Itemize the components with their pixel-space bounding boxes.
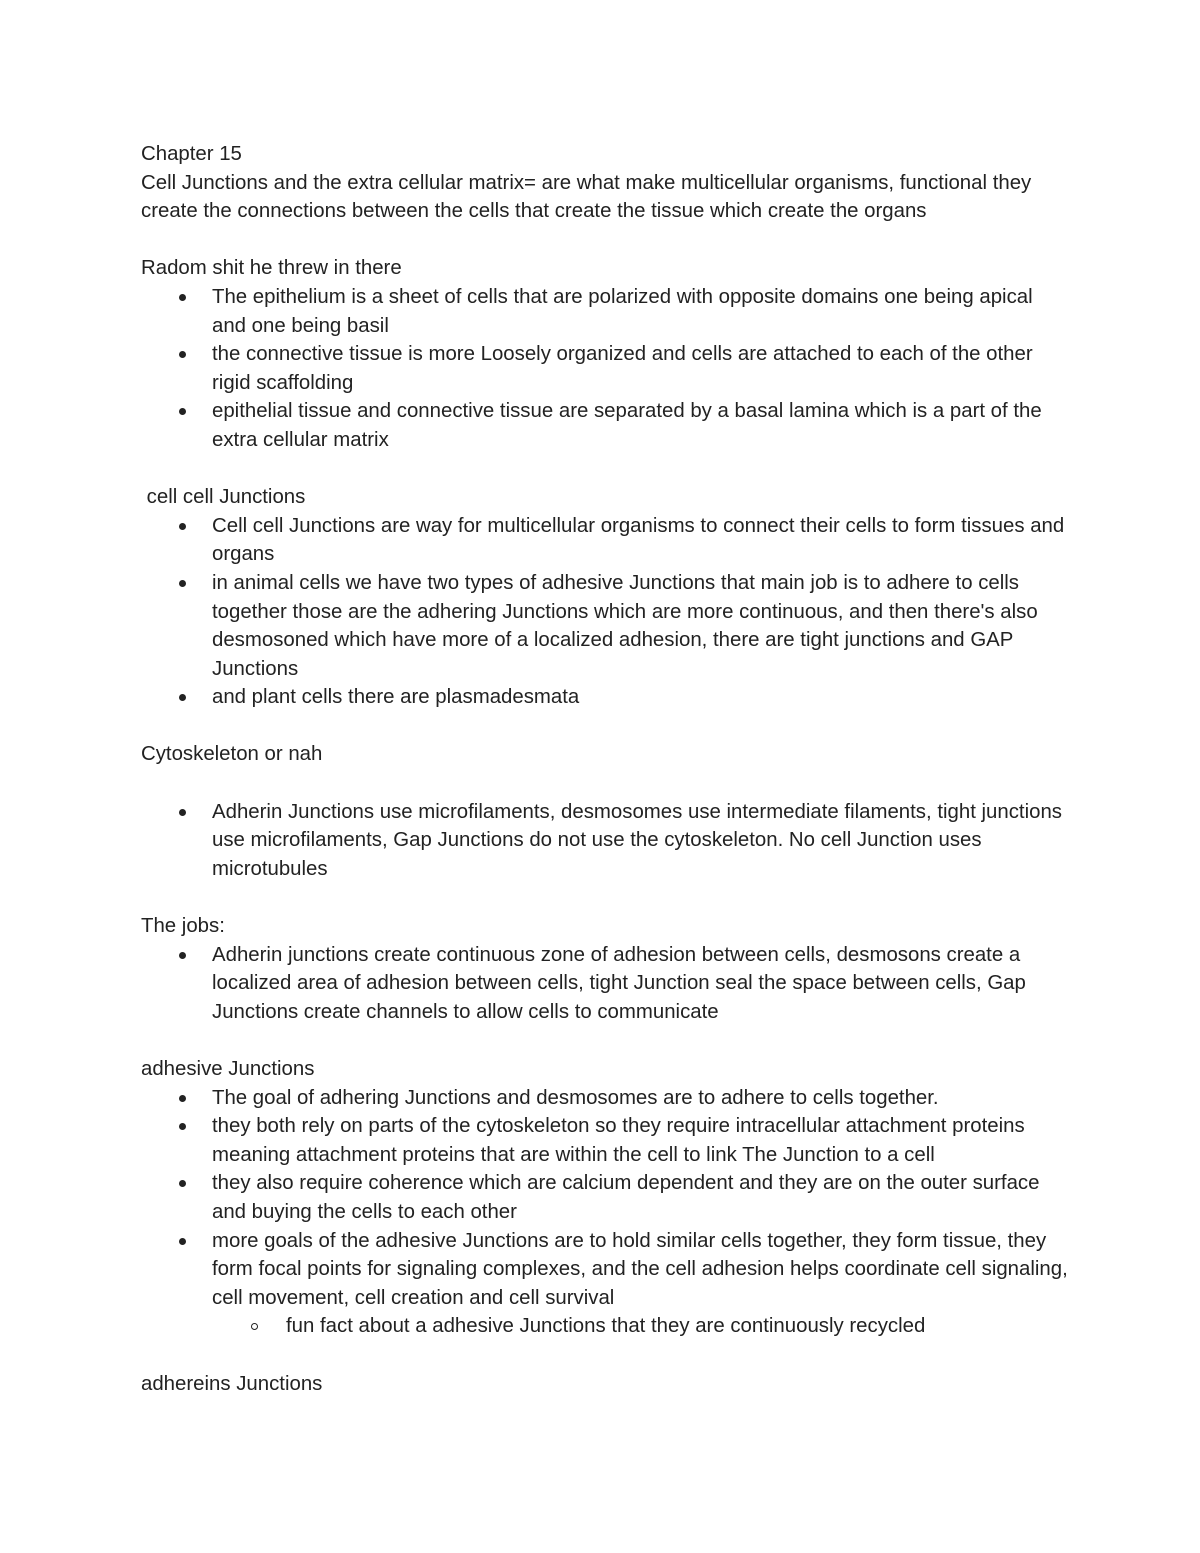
list-item-text: they also require coherence which are calcium dependent and they are on the outer surface and buying the cells to each other	[212, 1172, 1040, 1223]
section-heading-adhesive: adhesive Junctions	[141, 1058, 315, 1080]
section-heading-random: Radom shit he threw in there	[141, 257, 402, 280]
bullet-icon	[179, 580, 186, 587]
bullet-icon	[179, 1238, 186, 1245]
bullet-list-cytoskeleton	[141, 798, 1071, 884]
list-item	[141, 512, 1071, 569]
section-heading-jobs: The jobs:	[141, 915, 225, 938]
intro-paragraph: Cell Junctions and the extra cellular matrix= are what make multicellular organisms, functional they create the connections between the cells that create the tissue which create the organs	[141, 171, 1037, 223]
list-item	[141, 340, 1071, 397]
spacer	[141, 455, 1071, 484]
list-item-text: Adherin Junctions use microfilaments, desmosomes use intermediate filaments, tight junctions use microfilaments, Gap Junctions do not use the cytoskeleton. No cell Junction uses microtubules	[212, 800, 1063, 880]
bullet-icon	[179, 294, 186, 301]
list-item	[141, 283, 1071, 340]
list-item	[141, 1112, 1071, 1169]
list-item-text: more goals of the adhesive Junctions are to hold similar cells together, they form tissue, they form focal points for signaling complexes, and the cell adhesion helps coordinate cell signaling, cell movement, cell creation and cell survival	[212, 1229, 1068, 1309]
bullet-icon	[179, 952, 186, 959]
list-item-text: Cell cell Junctions are way for multicellular organisms to connect their cells to form tissues and organs	[212, 514, 1065, 566]
spacer	[141, 769, 1071, 798]
list-item-text: epithelial tissue and connective tissue are separated by a basal lamina which is a part of the extra cellular matrix	[212, 400, 1042, 451]
spacer	[141, 883, 1071, 912]
bullet-icon	[179, 694, 186, 701]
bullet-icon	[179, 408, 186, 415]
hollow-bullet-icon	[251, 1323, 258, 1330]
sub-list-item	[141, 1312, 1071, 1341]
list-item-text: they both rely on parts of the cytoskeleton so they require intracellular attachment proteins meaning attachment proteins that are within the cell to link The Junction to a cell	[212, 1115, 1025, 1166]
bullet-icon	[179, 351, 186, 358]
list-item-text: Adherin junctions create continuous zone of adhesion between cells, desmosons create a localized area of adhesion between cells, tight Junction seal the space between cells, Gap Junctions create channels to allow cells to communicate	[212, 943, 1026, 1023]
section-heading-cytoskeleton: Cytoskeleton or nah	[141, 743, 323, 766]
bullet-icon	[179, 523, 186, 530]
list-item	[141, 683, 1071, 712]
list-item-text: The epithelium is a sheet of cells that are polarized with opposite domains one being apical and one being basil	[212, 285, 1033, 337]
list-item	[141, 941, 1071, 1027]
spacer	[141, 712, 1071, 741]
bullet-icon	[179, 809, 186, 816]
list-item-text: the connective tissue is more Loosely organized and cells are attached to each of the other rigid scaffolding	[212, 343, 1033, 394]
list-item	[141, 1227, 1071, 1313]
document-page	[141, 140, 1071, 1398]
bullet-icon	[179, 1095, 186, 1102]
chapter-title: Chapter 15	[141, 143, 242, 165]
sub-list-item-text: fun fact about a adhesive Junctions that they are continuously recycled	[286, 1315, 926, 1338]
list-item-text: and plant cells there are plasmadesmata	[212, 686, 580, 709]
bullet-list-random	[141, 283, 1071, 455]
sub-bullet-list-adhesive	[141, 1312, 1071, 1341]
list-item	[141, 397, 1071, 454]
bullet-list-jobs	[141, 941, 1071, 1027]
section-heading-adherens: adhereins Junctions	[141, 1372, 323, 1395]
bullet-icon	[179, 1123, 186, 1130]
list-item	[141, 1169, 1071, 1226]
spacer	[141, 226, 1071, 255]
list-item-text: in animal cells we have two types of adhesive Junctions that main job is to adhere to cells together those are the adhering Junctions which are more continuous, and then there's also desmosoned which have more of a localized adhesion, there are tight junctions and GAP Junctions	[212, 571, 1038, 680]
section-heading-cell-cell: cell cell Junctions	[141, 486, 306, 509]
list-item	[141, 798, 1071, 884]
list-item	[141, 1084, 1071, 1113]
bullet-list-cell-cell	[141, 512, 1071, 712]
list-item-text: The goal of adhering Junctions and desmosomes are to adhere to cells together.	[212, 1086, 939, 1109]
spacer	[141, 1341, 1071, 1370]
spacer	[141, 1026, 1071, 1055]
list-item	[141, 569, 1071, 683]
bullet-icon	[179, 1180, 186, 1187]
bullet-list-adhesive	[141, 1084, 1071, 1313]
